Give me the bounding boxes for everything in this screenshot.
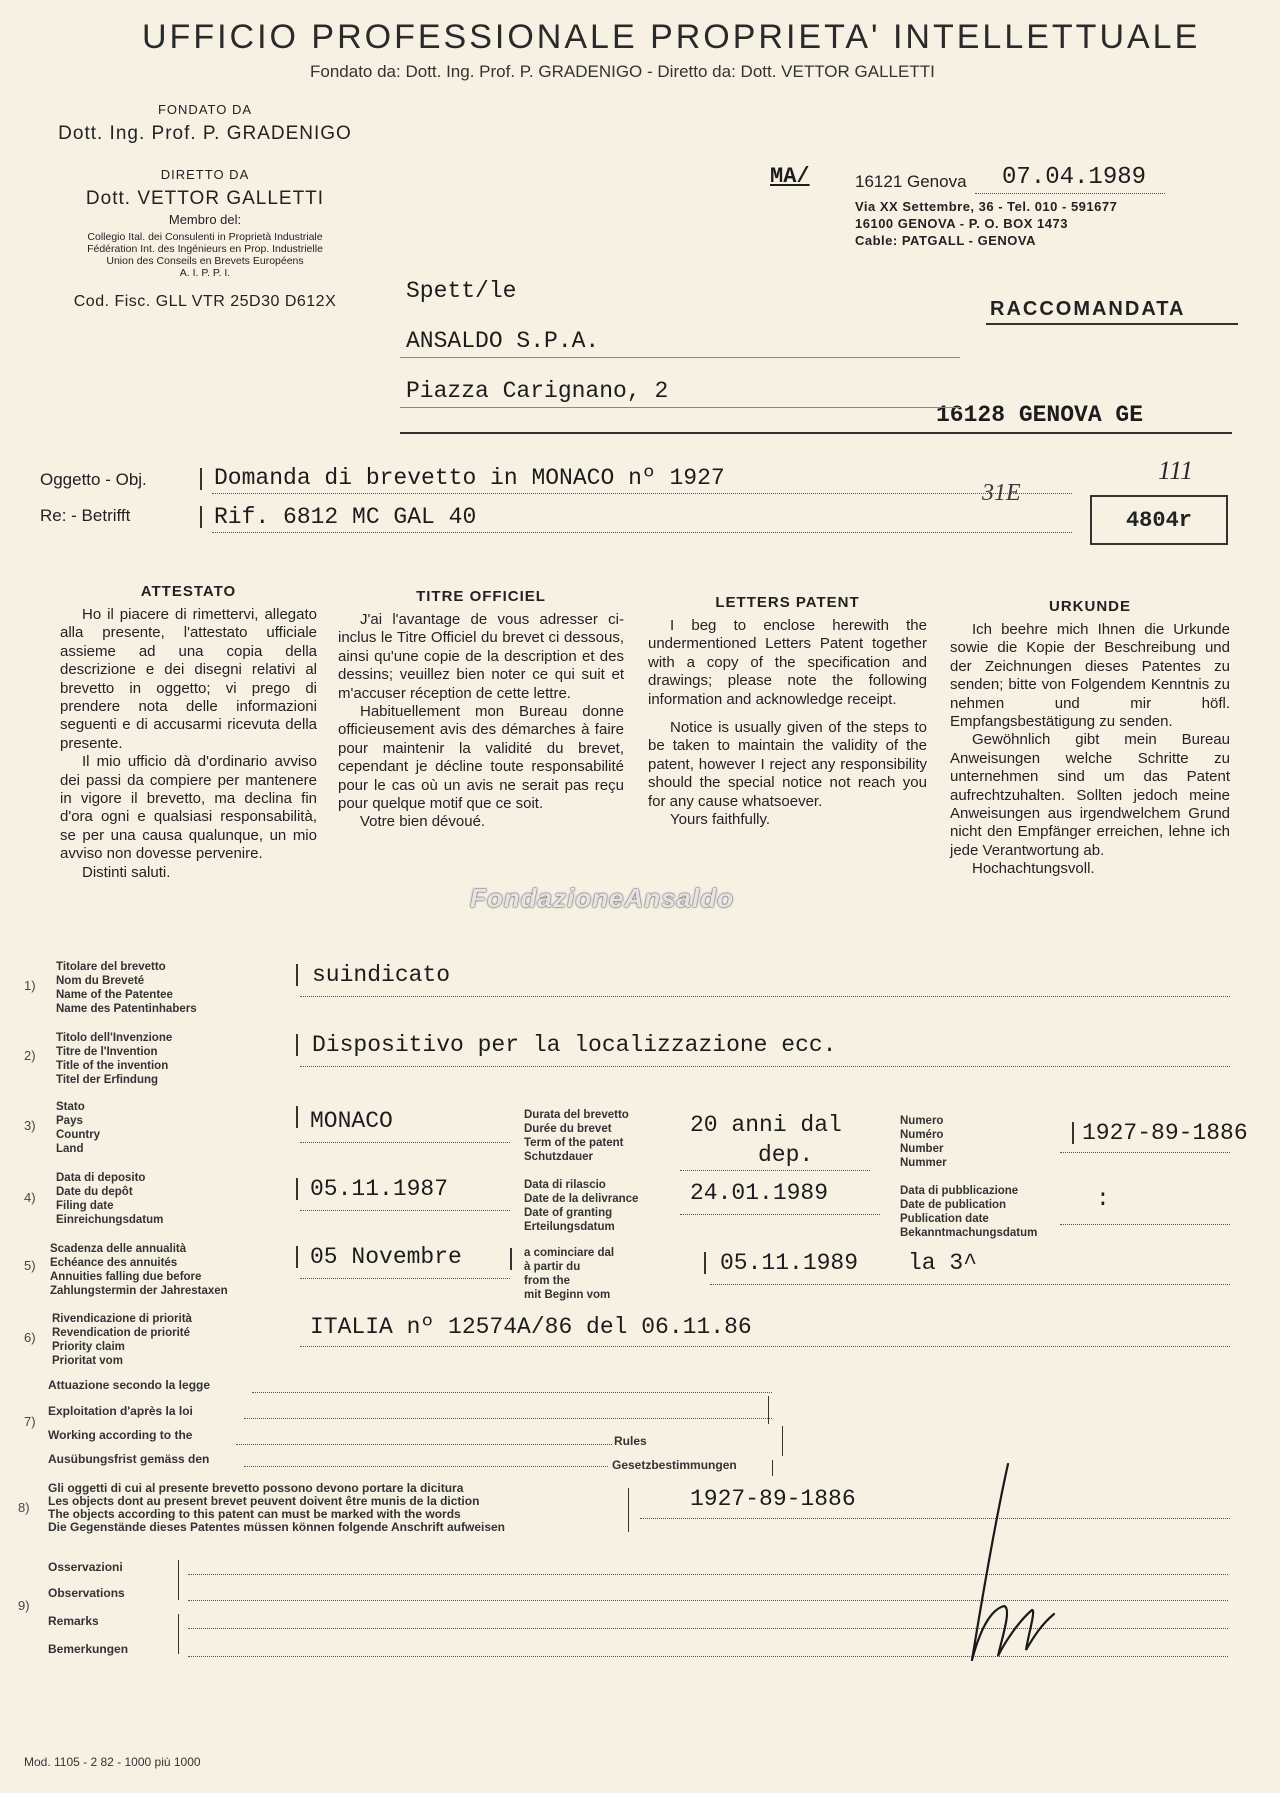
column-paragraph-1: Ho il piacere di rimettervi, allegato alla presente, l'attestato ufficiale assieme ad una copia della descrizione e dei disegni relativi al brevetto in oggetto; vi prego di prendere nota delle informazioni seguenti e di accusarmi ricevuta della presente. [60,606,317,752]
field-label-working-1: Attuazione secondo la legge [48,1378,211,1392]
handwritten-note-2: 111 [1158,456,1194,485]
member-line-2: Fédération Int. des Ingénieurs en Prop. Industrielle [87,243,323,255]
field-label-working-law: Gesetzbestimmungen [612,1458,737,1472]
directed-label: DIRETTO DA [160,167,250,182]
letter-date: 07.04.1989 [1002,164,1147,191]
column-closing: Yours faithfully. [670,811,771,829]
recipient-company: ANSALDO S.P.A. [406,328,600,354]
field-label-working-2: Exploitation d'après la loi [48,1404,193,1418]
column-heading: URKUNDE [1049,598,1131,615]
column-paragraph-1: I beg to enclose herewith the undermentioned Letters Patent together with a copy of the specification and drawings; please note the following information and acknowledge receipt. [648,617,927,708]
member-line-1: Collegio Ital. dei Consulenti in Proprietà Industriale [87,231,323,243]
annuity-number-value: la 3^ [908,1250,978,1276]
term-value-1: 20 anni dal [690,1112,842,1138]
field-label-grant-date: Data di rilascio Date de la delivrance Date of granting Erteilungsdatum [524,1179,639,1233]
field-label-remarks-3: Remarks [48,1614,99,1628]
row-number: 6) [24,1330,36,1345]
filing-date-value: 05.11.1987 [310,1176,449,1202]
field-label-patentee: Titolare del brevetto Nom du Breveté Name of the Patentee Name des Patentinhabers [56,961,197,1015]
marking-value: 1927-89-1886 [690,1486,856,1512]
field-label-starting-from: a cominciare dal à partir du from the mit Beginn vom [524,1247,615,1301]
member-line-3: Union des Conseils en Brevets Européens [106,255,304,267]
recipient-city: 16128 GENOVA GE [936,402,1144,428]
reference-box-value: 4804r [1125,507,1192,533]
column-closing: Distinti saluti. [82,863,171,881]
row-number: 9) [18,1598,30,1613]
column-paragraph-2: Il mio ufficio dà d'ordinario avviso dei passi da compiere per mantenere in vigore il brevetto, ma declina fin d'ora ogni e qualsiasi responsabilità, se per una causa qualunque, un mio avviso non dovesse pervenire. [60,753,317,863]
row-number: 7) [24,1414,36,1429]
country-value: MONACO [310,1108,393,1134]
row-number: 3) [24,1118,36,1133]
field-label-remarks-2: Observations [48,1586,125,1600]
row-number: 4) [24,1190,36,1205]
field-label-remarks-1: Osservazioni [48,1560,123,1574]
field-label-working-rules: Rules [614,1434,647,1448]
starting-from-value: 05.11.1989 [720,1250,859,1276]
column-paragraph-1: Ich beehre mich Ihnen die Urkunde sowie die Kopie der Beschreibung und der Zeichnungen dieses Patentes zu senden; bitte von Folgendem Kenntnis zu nehmen und mir höfl. Empfangsbestätigung zu senden. [950,621,1230,731]
row-number: 1) [24,978,36,993]
member-line-4: A. I. P. P. I. [179,267,231,279]
subject-label-1: Oggetto - Obj. [40,470,147,489]
office-address [855,198,1117,249]
signature-mark [950,1460,1060,1680]
form-footer: Mod. 1105 - 2 82 - 1000 più 1000 [24,1755,201,1769]
field-label-working-4: Ausübungsfrist gemäss den [48,1452,210,1466]
field-label-remarks-4: Bemerkungen [48,1642,129,1656]
annuities-value: 05 Novembre [310,1244,462,1270]
publication-date-value: : [1096,1186,1110,1212]
field-label-filing-date: Data di deposito Date du depôt Filing date Einreichungsdatum [56,1172,164,1226]
term-value-2: dep. [758,1142,814,1168]
column-paragraph-1: J'ai l'avantage de vous adresser ci-inclus le Titre Officiel du brevet ci dessous, ainsi qu'une copie de la description et des dessins; veuillez bien noter ce qui suit et m'accuser réception de cette lettre. [338,611,624,702]
salutation: Spett/le [406,278,517,304]
column-french [338,588,624,832]
column-paragraph-2: Notice is usually given of the steps to be taken to maintain the validity of the patent, however I reject any responsibility should the special notice not reach you for any cause whatsoever. [648,719,927,810]
field-label-term: Durata del brevetto Durée du brevet Term of the patent Schutzdauer [524,1109,629,1163]
address-line-1: Via XX Settembre, 36 - Tel. 010 - 591677 [855,199,1118,214]
letterhead-title: UFFICIO PROFESSIONALE PROPRIETA' INTELLETTUALE [142,18,1201,56]
tax-code: Cod. Fisc. GLL VTR 25D30 D612X [73,293,337,310]
column-german [950,598,1230,879]
director-name: Dott. VETTOR GALLETTI [85,188,325,209]
field-label-publication-date: Data di pubblicazione Date de publication Publication date Bekanntmachungsdatum [900,1185,1038,1239]
subject-label-2: Re: - Betrifft [40,506,131,525]
address-line-2: 16100 GENOVA - P. O. BOX 1473 [855,216,1068,231]
row-number: 8) [18,1500,30,1515]
invention-title-value: Dispositivo per la localizzazione ecc. [312,1032,837,1058]
column-paragraph-2: Gewöhnlich gibt mein Bureau Anweisungen welche Schritte zu unternehmen sind um das Patent aufrechtzuhalten. Sollten jedoch meine Anweisungen aus irgendwelchem Grund nicht den Empfänger erreichen, lehne ich jede Verantwortung ab. [950,731,1230,859]
column-english [648,594,927,829]
grant-date-value: 24.01.1989 [690,1180,829,1206]
field-label-country: Stato Pays Country Land [56,1101,101,1155]
founder-name: Dott. Ing. Prof. P. GRADENIGO [58,123,352,144]
column-heading: LETTERS PATENT [715,594,860,611]
field-label-title: Titolo dell'Invenzione Titre de l'Invention Title of the invention Titel der Erfindung [56,1032,173,1086]
column-heading: ATTESTATO [140,583,237,600]
priority-value: ITALIA nº 12574A/86 del 06.11.86 [310,1314,752,1340]
column-heading: TITRE OFFICIEL [416,588,546,605]
column-closing: Hochachtungsvoll. [972,860,1095,878]
city-label: 16121 Genova [855,172,967,191]
field-label-working-3: Working according to the [48,1428,193,1442]
field-label-marking: Gli oggetti di cui al presente brevetto possono devono portare la dicitura Les objects dont au present brevet peuvent doivent être munis de la diction The objects according to this patent can must be marked with the words Die Gegenstände dieses Patentes müssen können folgende Anschrift aufweisen [48,1481,506,1534]
address-line-3: Cable: PATGALL - GENOVA [855,233,1036,248]
field-label-number: Numero Numéro Number Nummer [900,1115,947,1169]
row-number: 2) [24,1048,36,1063]
delivery-type: RACCOMANDATA [990,298,1186,320]
recipient-street: Piazza Carignano, 2 [406,378,669,404]
subject-line-2: Rif. 6812 MC GAL 40 [214,504,477,530]
reference-box [1090,495,1228,545]
column-italian [60,583,317,882]
patentee-value: suindicato [312,962,451,988]
member-label: Membro del: [168,212,242,227]
column-paragraph-2: Habituellement mon Bureau donne officieusement avis des démarches à faire pour maintenir la validité du brevet, cependant je décline toute responsabilité pour le cas où un avis ne serait pas reçu pour quelque motif que ce soit. [338,703,624,813]
field-label-annuities: Scadenza delle annualità Echéance des annuités Annuities falling due before Zahlungstermin der Jahrestaxen [50,1243,228,1297]
letterhead-left [40,102,370,311]
field-label-priority: Rivendicazione di priorità Revendication de priorité Priority claim Prioritat vom [52,1313,192,1367]
column-closing: Votre bien dévoué. [360,813,486,831]
row-number: 5) [24,1258,36,1273]
founded-label: FONDATO DA [157,102,253,117]
letterhead-subtitle: Fondato da: Dott. Ing. Prof. P. GRADENIGO - Diretto da: Dott. VETTOR GALLETTI [310,62,935,81]
patent-number-value: 1927-89-1886 [1082,1120,1248,1146]
handwritten-note-1: 31E [982,480,1021,506]
subject-line-1: Domanda di brevetto in MONACO nº 1927 [214,465,725,491]
watermark: FondazioneAnsaldo [470,883,734,913]
reference-initials: MA/ [770,164,810,189]
